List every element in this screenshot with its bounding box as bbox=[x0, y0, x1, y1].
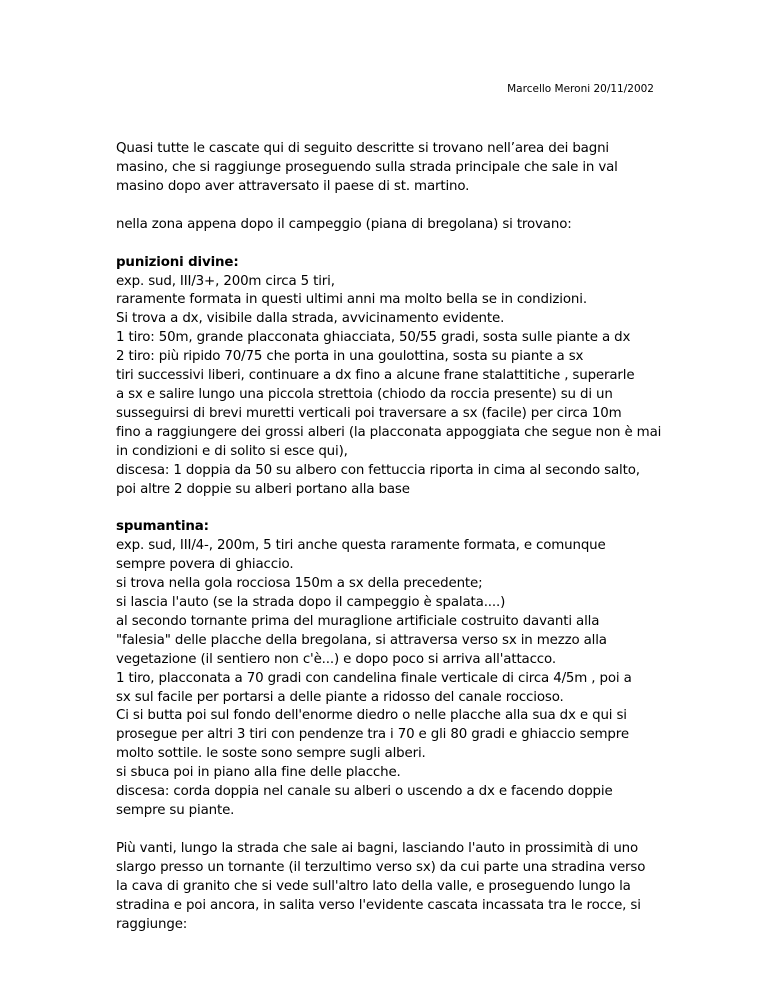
text-line: 1 tiro: 50m, grande placconata ghiacciata, 50/55 gradi, sosta sulle piante a dx bbox=[116, 330, 631, 346]
intro-paragraph bbox=[116, 140, 676, 197]
text-line: si lascia l'auto (se la strada dopo il campeggio è spalata....) bbox=[116, 595, 506, 611]
route-spumantina bbox=[116, 518, 676, 821]
text-line: raggiunge: bbox=[116, 916, 188, 932]
text-line: exp. sud, III/3+, 200m circa 5 tiri, bbox=[116, 273, 335, 289]
text-line: molto sottile. le soste sono sempre sugli alberi. bbox=[116, 746, 426, 762]
text-line: "falesia" delle placche della bregolana, si attraversa verso sx in mezzo alla bbox=[116, 632, 607, 648]
text-line: poi altre 2 doppie su alberi portano alla base bbox=[116, 481, 410, 497]
text-line: 1 tiro, placconata a 70 gradi con candelina finale verticale di circa 4/5m , poi a bbox=[116, 670, 632, 686]
text-line: discesa: corda doppia nel canale su alberi o uscendo a dx e facendo doppie bbox=[116, 784, 613, 800]
text-line: la cava di granito che si vede sull'altro lato della valle, e proseguendo lungo la bbox=[116, 878, 631, 894]
text-line: Quasi tutte le cascate qui di seguito descritte si trovano nell’area dei bagni bbox=[116, 141, 609, 156]
text-line: in condizioni e di solito si esce qui), bbox=[116, 443, 348, 459]
author-date-header: Marcello Meroni 20/11/2002 bbox=[507, 83, 654, 95]
text-line: sempre povera di ghiaccio. bbox=[116, 557, 294, 573]
text-line: a sx e salire lungo una piccola strettoia (chiodo da roccia presente) su di un bbox=[116, 386, 613, 402]
text-line: discesa: 1 doppia da 50 su albero con fettuccia riporta in cima al secondo salto, bbox=[116, 462, 640, 478]
text-line: slargo presso un tornante (il terzultimo verso sx) da cui parte una stradina verso bbox=[116, 859, 646, 875]
text-line: tiri successivi liberi, continuare a dx fino a alcune frane stalattitiche , superarle bbox=[116, 368, 635, 384]
text-line: nella zona appena dopo il campeggio (piana di bregolana) si trovano: bbox=[116, 216, 572, 232]
route-title: punizioni divine: bbox=[116, 254, 239, 270]
text-line: raramente formata in questi ultimi anni ma molto bella se in condizioni. bbox=[116, 292, 587, 308]
text-line: fino a raggiungere dei grossi alberi (la placconata appoggiata che segue non è mai bbox=[116, 424, 662, 440]
zone-intro-paragraph bbox=[116, 216, 676, 235]
text-line: 2 tiro: più ripido 70/75 che porta in una goulottina, sosta su piante a sx bbox=[116, 349, 584, 365]
text-line: prosegue per altri 3 tiri con pendenze tra i 70 e gli 80 gradi e ghiaccio sempre bbox=[116, 727, 629, 743]
route-punizioni-divine bbox=[116, 254, 676, 500]
text-line: susseguirsi di brevi muretti verticali poi traversare a sx (facile) per circa 10m bbox=[116, 405, 622, 421]
text-line: Ci si butta poi sul fondo dell'enorme diedro o nelle placche alla sua dx e qui si bbox=[116, 708, 627, 724]
text-line: Più vanti, lungo la strada che sale ai bagni, lasciando l'auto in prossimità di uno bbox=[116, 840, 639, 856]
text-line: si sbuca poi in piano alla fine delle placche. bbox=[116, 765, 401, 781]
text-line: stradina e poi ancora, in salita verso l'evidente cascata incassata tra le rocce, si bbox=[116, 897, 641, 913]
route-title: spumantina: bbox=[116, 519, 209, 535]
text-line: si trova nella gola rocciosa 150m a sx della precedente; bbox=[116, 576, 483, 592]
text-line: masino, che si raggiunge proseguendo sulla strada principale che sale in val bbox=[116, 159, 618, 175]
text-line: Si trova a dx, visibile dalla strada, avvicinamento evidente. bbox=[116, 311, 505, 327]
text-line: vegetazione (il sentiero non c'è...) e dopo poco si arriva all'attacco. bbox=[116, 651, 556, 667]
closing-paragraph bbox=[116, 840, 676, 935]
text-line: sx sul facile per portarsi a delle piante a ridosso del canale roccioso. bbox=[116, 689, 564, 705]
text-line: exp. sud, III/4-, 200m, 5 tiri anche questa raramente formata, e comunque bbox=[116, 538, 606, 554]
text-line: al secondo tornante prima del muraglione artificiale costruito davanti alla bbox=[116, 613, 600, 629]
text-line: sempre su piante. bbox=[116, 803, 235, 818]
document-body bbox=[116, 140, 676, 953]
text-line: masino dopo aver attraversato il paese di st. martino. bbox=[116, 178, 470, 194]
